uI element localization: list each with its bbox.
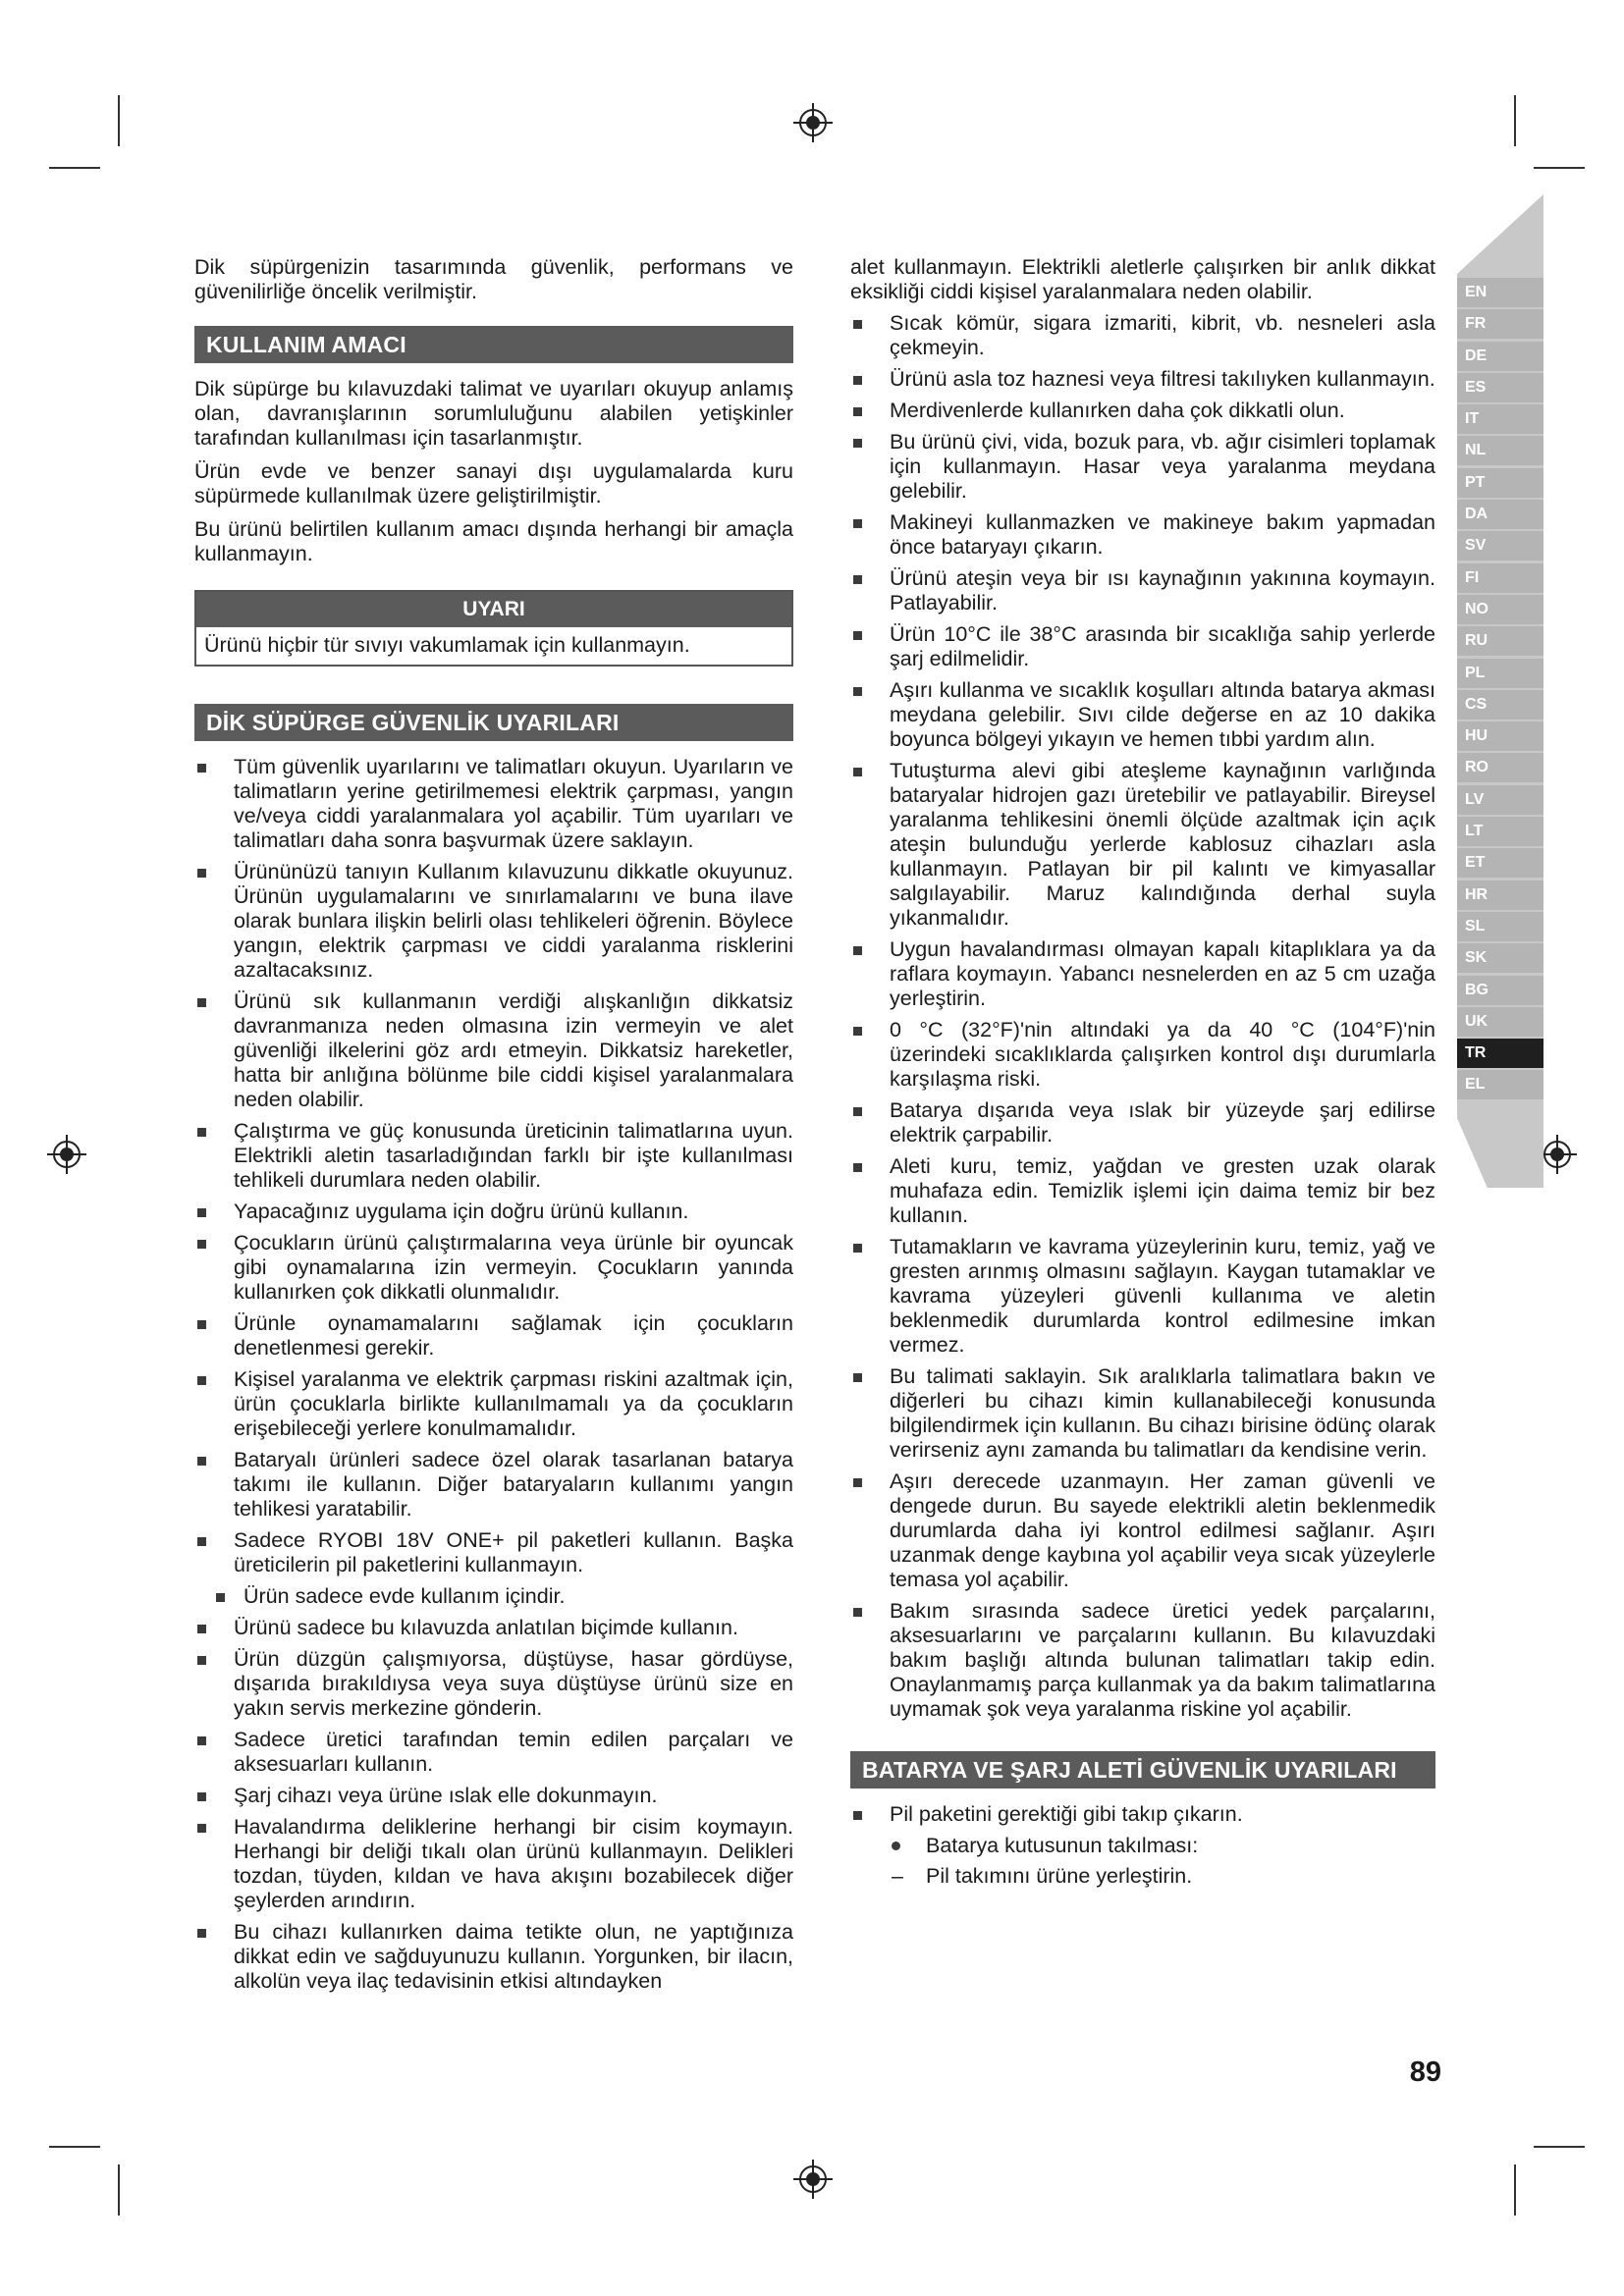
list-item: Ürünü sık kullanmanın verdiği alışkanlığın dikkatsiz davranmanıza neden olmasına izin vermeyin ve alet güvenliği ilkelerini göz ardı etmeyin. Dikkatsiz hareketler, hatta bir anlığına bölünme bile ciddi kişisel yaralanmalara neden olabilir. <box>194 989 793 1112</box>
intended-use-paragraph: Dik süpürge bu kılavuzdaki talimat ve uyarıları okuyup anlamış olan, davranışlarının sorumluluğunu alabilen yetişkinler tarafından kullanılması için tasarlanmıştır. <box>194 377 793 450</box>
warning-title: UYARI <box>196 592 791 627</box>
continuation-text: alet kullanmayın. Elektrikli aletlerle çalışırken bir anlık dikkat eksikliği ciddi kişisel yaralanmalara neden olabilir. <box>850 255 1435 303</box>
language-tab-el: EL <box>1457 1070 1543 1099</box>
list-item: Pil paketini gerektiği gibi takıp çıkarın. <box>850 1802 1435 1827</box>
language-tab-et: ET <box>1457 848 1543 878</box>
list-item: Tutamakların ve kavrama yüzeylerinin kuru, temiz, yağ ve gresten arınmış olmasını sağlayın. Kaygan tutamaklar ve kavrama yüzeyleri güvenli kullanıma ve aletin beklenmedik durumlarda kontrol edilmesine imkan vermez. <box>850 1235 1435 1358</box>
battery-heading: BATARYA VE ŞARJ ALETİ GÜVENLİK UYARILARI <box>850 1751 1435 1789</box>
crop-mark <box>118 95 120 146</box>
language-tab-da: DA <box>1457 500 1543 529</box>
language-tab-pt: PT <box>1457 468 1543 498</box>
list-item: Çalıştırma ve güç konusunda üreticinin talimatlarına uyun. Elektrikli aletin tasarladığından farklı bir işte kullanılması tehlikeli durumlara neden olabilir. <box>194 1119 793 1193</box>
language-tab-fr: FR <box>1457 309 1543 339</box>
battery-list <box>850 1802 1435 1827</box>
list-item: Aşırı kullanma ve sıcaklık koşulları altında batarya akması meydana gelebilir. Sıvı cilde değerse en az 10 dakika boyunca bölgeyi yıkayın ve hemen tıbbi yardım alın. <box>850 678 1435 752</box>
language-tabs <box>1457 278 1543 1102</box>
intro-text: Dik süpürgenizin tasarımında güvenlik, performans ve güvenilirliğe öncelik verilmiştir. <box>194 255 793 303</box>
language-tab-cs: CS <box>1457 690 1543 720</box>
right-column <box>850 255 1435 1895</box>
crop-mark <box>49 2146 100 2148</box>
page-number: 89 <box>1409 2056 1441 2088</box>
language-tab-hu: HU <box>1457 721 1543 751</box>
crop-mark <box>118 2164 120 2216</box>
language-tab-bg: BG <box>1457 976 1543 1005</box>
list-item: Ürün 10°C ile 38°C arasında bir sıcaklığa sahip yerlerde şarj edilmelidir. <box>850 622 1435 671</box>
list-item: Çocukların ürünü çalıştırmalarına veya ürünle bir oyuncak gibi oynamalarına izin vermeyin. Çocukların yanında kullanırken çok dikkatli olunmalıdır. <box>194 1231 793 1305</box>
list-item: Yapacağınız uygulama için doğru ürünü kullanın. <box>194 1200 793 1224</box>
list-item: Aşırı derecede uzanmayın. Her zaman güvenli ve dengede durun. Bu sayede elektrikli aletin beklenmedik durumlarda daha iyi kontrol edilmesi sağlanır. Aşırı uzanmak denge kaybına yol açabilir veya sıcak yüzeylerle temasa yol açabilir. <box>850 1469 1435 1592</box>
language-tab-sl: SL <box>1457 912 1543 941</box>
list-item: Kişisel yaralanma ve elektrik çarpması riskini azaltmak için, ürün çocuklarla birlikte kullanılmamalı ya da çocukların erişebileceği yerlere konulmamalıdır. <box>194 1367 793 1441</box>
language-tab-pl: PL <box>1457 659 1543 688</box>
list-item: Şarj cihazı veya ürüne ıslak elle dokunmayın. <box>194 1784 793 1808</box>
registration-mark-icon <box>793 2160 833 2199</box>
language-tab-sk: SK <box>1457 943 1543 973</box>
crop-mark <box>1534 167 1585 169</box>
language-tab-no: NO <box>1457 595 1543 624</box>
registration-mark-icon <box>47 1135 86 1174</box>
language-tab-es: ES <box>1457 373 1543 402</box>
list-item: Ürünü ateşin veya bir ısı kaynağının yakınına koymayın. Patlayabilir. <box>850 566 1435 615</box>
safety-list-right <box>850 311 1435 1722</box>
safety-heading: DİK SÜPÜRGE GÜVENLİK UYARILARI <box>194 704 793 741</box>
language-tab-lv: LV <box>1457 785 1543 815</box>
safety-list-left <box>194 755 793 1994</box>
list-item: Sıcak kömür, sigara izmariti, kibrit, vb. nesneleri asla çekmeyin. <box>850 311 1435 360</box>
list-item: 0 °C (32°F)'nin altındaki ya da 40 °C (104°F)'nin üzerindeki sıcaklıklarda çalışırken kontrol dışı durumlarla karşılaşma riski. <box>850 1018 1435 1092</box>
list-item: Bu cihazı kullanırken daima tetikte olun, ne yaptığınıza dikkat edin ve sağduyunuzu kullanın. Yorgunken, bir ilacın, alkolün veya ilaç tedavisinin etkisi altındayken <box>194 1920 793 1994</box>
list-item: Sadece üretici tarafından temin edilen parçaları ve aksesuarları kullanın. <box>194 1728 793 1777</box>
intended-use-paragraph: Bu ürünü belirtilen kullanım amacı dışında herhangi bir amaçla kullanmayın. <box>194 517 793 565</box>
list-item: Bu talimati saklayin. Sık aralıklarla talimatlara bakın ve diğerleri bu cihazı kimin kullanabileceği konusunda bilgilendirmek için kullanın. Bu cihazı birisine ödünç olarak verirseniz aynı zamanda bu talimatları da kendisine verin. <box>850 1364 1435 1463</box>
language-tab-hr: HR <box>1457 881 1543 910</box>
list-item: Makineyi kullanmazken ve makineye bakım yapmadan önce bataryayı çıkarın. <box>850 510 1435 560</box>
language-tab-tr: TR <box>1457 1039 1543 1068</box>
warning-box <box>194 590 793 667</box>
list-item: Ürün sadece evde kullanım içindir. <box>194 1584 793 1609</box>
list-item: Ürünü asla toz haznesi veya filtresi takılıyken kullanmayın. <box>850 367 1435 392</box>
registration-mark-icon <box>1538 1135 1577 1174</box>
list-item: Uygun havalandırması olmayan kapalı kitaplıklara ya da raflara koymayın. Yabancı nesnelerden en az 5 cm uzağa yerleştirin. <box>850 937 1435 1011</box>
crop-mark <box>1514 95 1516 146</box>
intended-use-heading: KULLANIM AMACI <box>194 326 793 363</box>
sub-sub-list-item: – Pil takımını ürüne yerleştirin. <box>850 1864 1435 1889</box>
crop-mark <box>1534 2146 1585 2148</box>
list-item: Tüm güvenlik uyarılarını ve talimatları okuyun. Uyarıların ve talimatların yerine getirilmemesi elektrik çarpması, yangın ve/veya ciddi yaralanmalara yol açabilir. Tüm uyarıları ve talimatları daha sonra başvurmak üzere saklayın. <box>194 755 793 853</box>
language-tab-lt: LT <box>1457 817 1543 846</box>
language-tab-en: EN <box>1457 278 1543 307</box>
list-item: Merdivenlerde kullanırken daha çok dikkatli olun. <box>850 399 1435 423</box>
language-tab-ro: RO <box>1457 753 1543 782</box>
left-column <box>194 255 793 2001</box>
list-item: Aleti kuru, temiz, yağdan ve gresten uzak olarak muhafaza edin. Temizlik işlemi için daima temiz bir bez kullanın. <box>850 1154 1435 1228</box>
language-tab-sv: SV <box>1457 531 1543 561</box>
warning-text: Ürünü hiçbir tür sıvıyı vakumlamak için kullanmayın. <box>204 633 690 657</box>
crop-mark <box>49 167 100 169</box>
language-tab-ru: RU <box>1457 626 1543 656</box>
list-item: Havalandırma deliklerine herhangi bir cisim koymayın. Herhangi bir deliği tıkalı olan ürünü kullanmayın. Delikleri tozdan, tüyden, kıldan ve hava akışını bozabilecek diğer şeylerden arındırın. <box>194 1815 793 1913</box>
language-tab-nl: NL <box>1457 436 1543 465</box>
list-item: Ürünü sadece bu kılavuzda anlatılan biçimde kullanın. <box>194 1616 793 1640</box>
language-tab-it: IT <box>1457 404 1543 434</box>
list-item: Ürünle oynamamalarını sağlamak için çocukların denetlenmesi gerekir. <box>194 1311 793 1361</box>
sub-list-item: Batarya kutusunun takılması: <box>850 1834 1435 1858</box>
language-tab-uk: UK <box>1457 1007 1543 1037</box>
list-item: Bakım sırasında sadece üretici yedek parçalarını, aksesuarlarını ve parçalarını kullanın. Bu kılavuzdaki bakım başlığı altında bulunan talimatları takip edin. Onaylanmamış parça kullanmak ya da bakım talimatlarına uymamak şok veya yaralanma riskine yol açabilir. <box>850 1599 1435 1722</box>
list-item: Tutuşturma alevi gibi ateşleme kaynağının varlığında bataryalar hidrojen gazı üretebilir ve patlayabilir. Bireysel yaralanma tehlikesini önemli ölçüde azaltmak için açık ateşin bulunduğu yerlerde kablosuz cihazları asla kullanmayın. Patlayan bir pil kalıntı ve kimyasallar salgılayabilir. Maruz kalındığında derhal suyla yıkanmalıdır. <box>850 759 1435 931</box>
list-item: Bu ürünü çivi, vida, bozuk para, vb. ağır cisimleri toplamak için kullanmayın. Hasar veya yaralanma meydana gelebilir. <box>850 430 1435 504</box>
language-tab-fi: FI <box>1457 563 1543 593</box>
list-item: Ürününüzü tanıyın Kullanım kılavuzunu dikkatle okuyunuz. Ürünün uygulamalarını ve sınırlamalarını ve buna ilave olarak bunlara ilişkin belirli olası tehlikeleri öğrenin. Böylece yangın, elektrik çarpması ve ciddi yaralanma risklerini azaltacaksınız. <box>194 860 793 983</box>
crop-mark <box>1514 2164 1516 2216</box>
language-tab-de: DE <box>1457 342 1543 371</box>
intended-use-paragraph: Ürün evde ve benzer sanayi dışı uygulamalarda kuru süpürmede kullanılmak üzere geliştirilmiştir. <box>194 459 793 507</box>
registration-mark-icon <box>793 103 833 142</box>
list-item: Batarya dışarıda veya ıslak bir yüzeyde şarj edilirse elektrik çarpabilir. <box>850 1098 1435 1148</box>
list-item: Bataryalı ürünleri sadece özel olarak tasarlanan batarya takımı ile kullanın. Diğer bataryaların kullanımı yangın tehlikesi yaratabilir. <box>194 1448 793 1522</box>
list-item: Ürün düzgün çalışmıyorsa, düştüyse, hasar gördüyse, dışarıda bırakıldıysa veya suya düştüyse ürünü size en yakın servis merkezine gönderin. <box>194 1647 793 1721</box>
list-item: Sadece RYOBI 18V ONE+ pil paketleri kullanın. Başka üreticilerin pil paketlerini kullanmayın. <box>194 1528 793 1577</box>
